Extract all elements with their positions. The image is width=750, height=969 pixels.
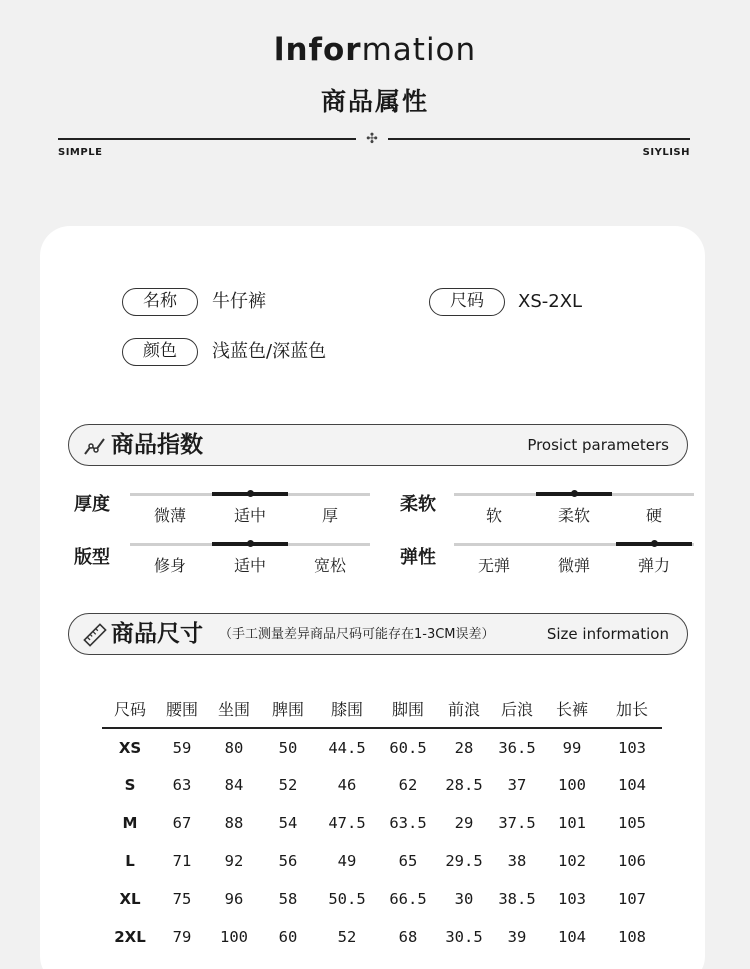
measure-cell: 96 (224, 890, 244, 908)
divider-right (388, 138, 690, 140)
size-note: （手工测量差异商品尺码可能存在1-3CM误差） (219, 627, 495, 642)
col-header: 坐围 (206, 690, 262, 728)
scale-option: 宽松 (313, 556, 346, 575)
measure-cell: 92 (224, 852, 244, 870)
scale-option: 微薄 (153, 506, 186, 525)
index-title: 商品指数 (111, 432, 203, 458)
title-chinese: 商品属性 (320, 87, 429, 116)
measure-cell: 103 (618, 738, 646, 757)
scale-option: 柔软 (557, 506, 590, 525)
ornament-icon: ✣ (366, 131, 378, 147)
measure-cell: 100 (558, 776, 586, 794)
measure-cell: 37 (507, 776, 527, 794)
size-table (102, 690, 662, 956)
measure-cell: 63 (172, 776, 192, 794)
tag-left: SIMPLE (58, 147, 103, 158)
measure-cell: 106 (618, 852, 646, 870)
col-header: 长裤 (542, 690, 602, 728)
title-english-bold: lnfor (273, 32, 362, 68)
scale-selected-dot (571, 490, 578, 497)
size-title: 商品尺寸 (111, 621, 203, 647)
scale-thickness (130, 489, 370, 529)
measure-cell: 65 (398, 852, 418, 870)
col-header: 膝围 (314, 690, 380, 728)
size-cell: L (125, 852, 135, 870)
index-banner (68, 424, 688, 466)
measure-cell: 88 (224, 814, 244, 832)
scale-option: 适中 (233, 556, 266, 575)
scale-option: 修身 (153, 556, 186, 575)
col-header: 尺码 (102, 690, 158, 728)
tag-right: SIYLISH (642, 147, 690, 158)
divider-left (58, 138, 356, 140)
measure-cell: 29 (454, 814, 474, 832)
index-label-softness: 柔软 (400, 494, 436, 515)
measure-cell: 67 (172, 814, 192, 832)
measure-cell: 60.5 (389, 738, 427, 757)
scale-selected-dot (651, 540, 658, 547)
scale-selected-dot (247, 490, 254, 497)
col-header: 脚围 (380, 690, 436, 728)
col-header: 前浪 (436, 690, 492, 728)
index-label-thickness: 厚度 (74, 494, 110, 515)
measure-cell: 36.5 (498, 738, 536, 757)
measure-cell: 37.5 (498, 814, 536, 832)
index-label-elasticity: 弹性 (400, 547, 436, 568)
scale-option: 无弹 (477, 556, 510, 575)
measure-cell: 49 (337, 852, 357, 870)
measure-cell: 108 (618, 928, 646, 946)
size-cell: M (122, 814, 138, 832)
measure-cell: 50.5 (328, 890, 366, 908)
size-table-header (102, 690, 662, 728)
scale-option: 软 (485, 506, 502, 525)
measure-cell: 62 (398, 776, 418, 794)
measure-cell: 29.5 (445, 852, 483, 870)
title-english-light: mation (361, 32, 477, 68)
attr-label-name: 名称 (122, 288, 198, 316)
attr-label-color: 颜色 (122, 338, 198, 366)
scale-option: 厚 (321, 506, 338, 525)
size-banner (68, 613, 688, 655)
measure-cell: 60 (278, 928, 298, 946)
measure-cell: 30.5 (445, 928, 483, 946)
index-subtitle: Prosict parameters (527, 436, 669, 454)
size-subtitle: Size information (546, 625, 669, 643)
scale-fit (130, 539, 370, 579)
measure-cell: 47.5 (328, 814, 366, 832)
measure-cell: 44.5 (328, 738, 366, 757)
measure-cell: 39 (507, 928, 527, 946)
size-cell: XL (119, 890, 141, 908)
scale-selected-dot (247, 540, 254, 547)
measure-cell: 59 (172, 738, 192, 757)
trend-line-icon (83, 434, 107, 458)
measure-cell: 80 (224, 738, 244, 757)
measure-cell: 46 (337, 776, 357, 794)
attr-value-size: XS-2XL (518, 291, 583, 312)
measure-cell: 38 (507, 852, 527, 870)
measure-cell: 52 (337, 928, 357, 946)
size-cell: S (124, 776, 136, 794)
scale-elasticity (454, 539, 694, 579)
measure-cell: 71 (172, 852, 192, 870)
table-row (102, 918, 662, 956)
scale-option: 硬 (645, 506, 662, 525)
measure-cell: 54 (278, 814, 298, 832)
col-header: 脾围 (262, 690, 314, 728)
size-cell: XS (118, 738, 142, 757)
attr-label-size: 尺码 (429, 288, 505, 316)
measure-cell: 63.5 (389, 814, 427, 832)
scale-option: 适中 (233, 506, 266, 525)
measure-cell: 102 (558, 852, 586, 870)
ruler-icon (83, 623, 107, 647)
col-header: 后浪 (492, 690, 542, 728)
attr-value-color: 浅蓝色/深蓝色 (212, 341, 327, 362)
measure-cell: 99 (562, 738, 582, 757)
measure-cell: 75 (172, 890, 192, 908)
measure-cell: 30 (454, 890, 474, 908)
measure-cell: 52 (278, 776, 298, 794)
attr-value-name: 牛仔裤 (212, 291, 266, 312)
size-cell: 2XL (114, 928, 146, 946)
info-card (40, 226, 705, 969)
measure-cell: 104 (618, 776, 646, 794)
measure-cell: 50 (278, 738, 298, 757)
measure-cell: 101 (558, 814, 586, 832)
measure-cell: 66.5 (389, 890, 427, 908)
scale-option: 微弹 (557, 556, 590, 575)
measure-cell: 79 (172, 928, 192, 946)
measure-cell: 104 (558, 928, 586, 946)
measure-cell: 28 (454, 738, 474, 757)
title-english (0, 32, 750, 68)
measure-cell: 107 (618, 890, 646, 908)
measure-cell: 105 (618, 814, 646, 832)
index-label-fit: 版型 (74, 547, 110, 568)
col-header: 加长 (602, 690, 662, 728)
table-row (102, 728, 662, 766)
measure-cell: 103 (558, 890, 586, 908)
measure-cell: 28.5 (445, 776, 483, 794)
measure-cell: 100 (220, 928, 248, 946)
table-row (102, 804, 662, 842)
col-header: 腰围 (158, 690, 206, 728)
measure-cell: 84 (224, 776, 244, 794)
table-row (102, 766, 662, 804)
scale-option: 弹力 (637, 556, 670, 575)
scale-softness (454, 489, 694, 529)
table-row (102, 842, 662, 880)
measure-cell: 68 (398, 928, 418, 946)
measure-cell: 58 (278, 890, 298, 908)
table-row (102, 880, 662, 918)
measure-cell: 38.5 (498, 890, 536, 908)
measure-cell: 56 (278, 852, 298, 870)
